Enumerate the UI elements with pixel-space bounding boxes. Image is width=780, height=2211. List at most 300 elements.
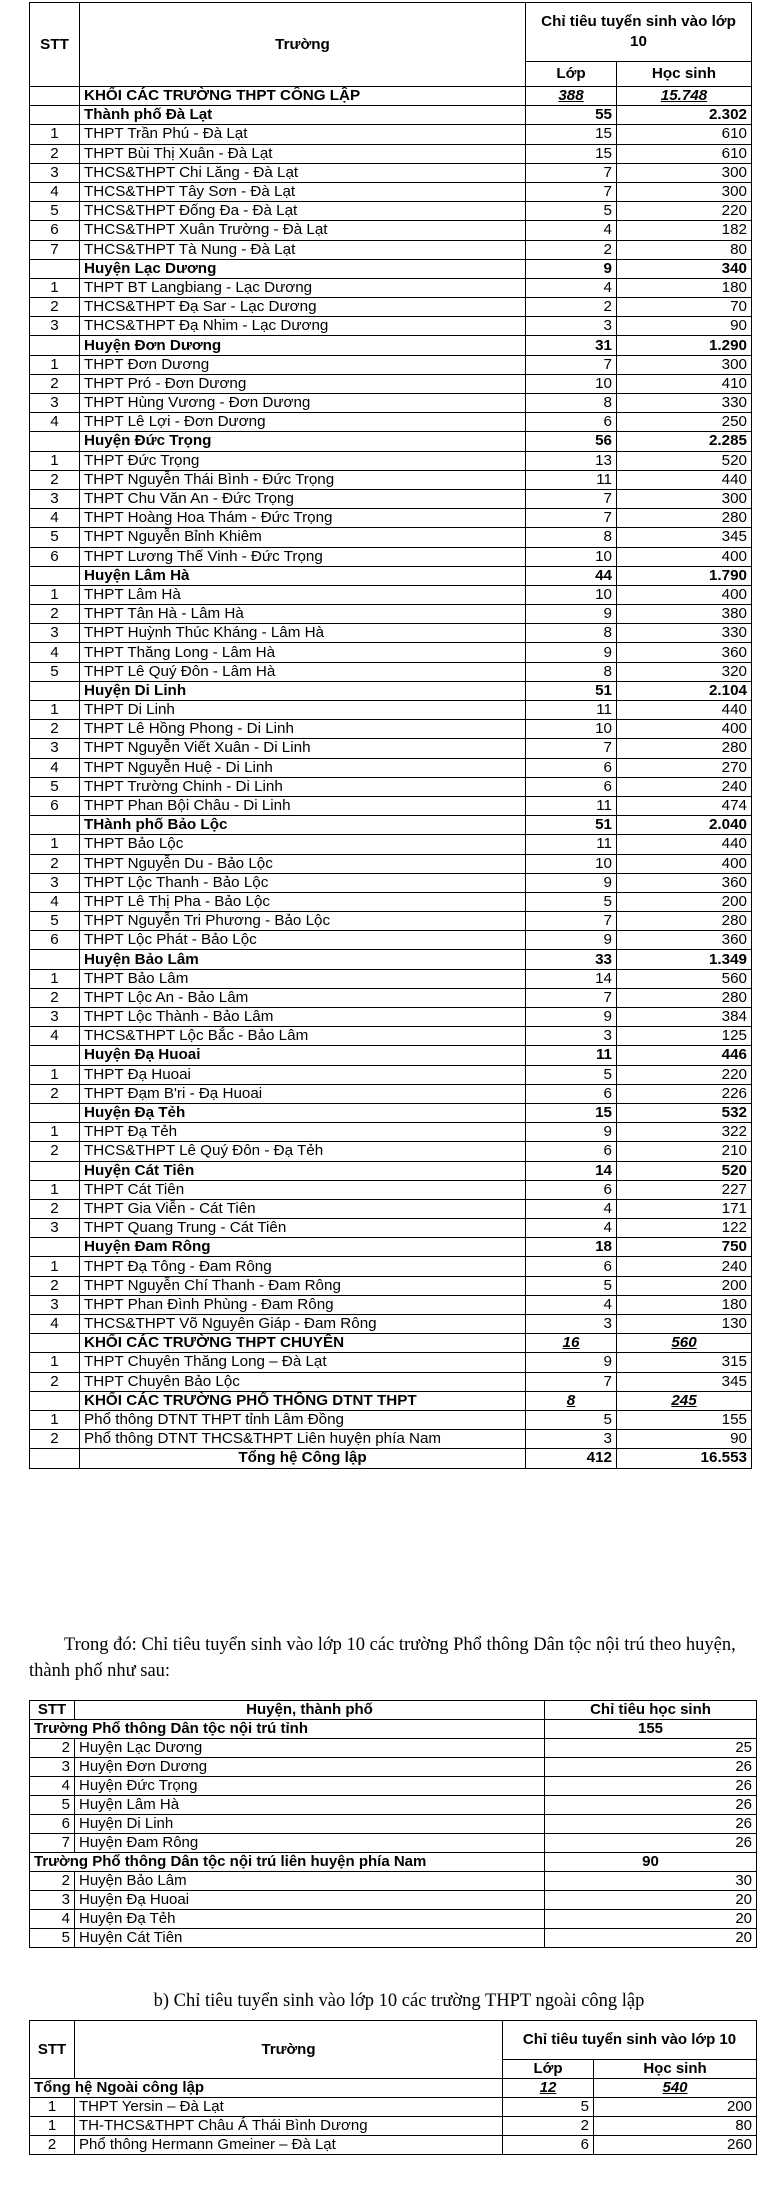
- cell-classes: 412: [526, 1449, 617, 1468]
- cell-stt: [30, 950, 80, 969]
- cell-stt: 6: [30, 221, 80, 240]
- group-row: [30, 259, 752, 278]
- group-row: [30, 816, 752, 835]
- paragraph-dtnt-note: Trong đó: Chỉ tiêu tuyển sinh vào lớp 10 các trường Phổ thông Dân tộc nội trú theo huyện, thành phố như sau:: [29, 1635, 736, 1681]
- cell-classes: 4: [526, 1199, 617, 1218]
- table-row: [30, 854, 752, 873]
- cell-stt: 2: [30, 374, 80, 393]
- table-row: [30, 1834, 757, 1853]
- cell-school-name: Tổng hệ Công lập: [80, 1449, 526, 1468]
- cell-school-name: THCS&THPT Tà Nung - Đà Lạt: [80, 240, 526, 259]
- table-row: [30, 931, 752, 950]
- cell-school-name: THPT Lê Lợi - Đơn Dương: [80, 413, 526, 432]
- cell-stt: 6: [30, 796, 80, 815]
- cell-school-name: THPT Lộc Thanh - Bảo Lộc: [80, 873, 526, 892]
- cell-quota: 26: [545, 1758, 757, 1777]
- table-row: [30, 892, 752, 911]
- table-row: [30, 1295, 752, 1314]
- table-row: [30, 1372, 752, 1391]
- cell-school-name: Phổ thông DTNT THCS&THPT Liên huyện phía Nam: [80, 1430, 526, 1449]
- cell-stt: 5: [30, 912, 80, 931]
- cell-classes: 11: [526, 796, 617, 815]
- cell-stt: 1: [30, 1065, 80, 1084]
- cell-stt: [30, 336, 80, 355]
- table-row: [30, 1219, 752, 1238]
- table-row: [30, 2117, 757, 2136]
- cell-classes: 5: [526, 202, 617, 221]
- cell-district: Huyện Lâm Hà: [75, 1796, 545, 1815]
- cell-classes: 7: [526, 912, 617, 931]
- table-row: [30, 1027, 752, 1046]
- cell-classes: 6: [526, 777, 617, 796]
- group-row: [30, 1161, 752, 1180]
- section-row: [30, 1334, 752, 1353]
- cell-school-name: THPT BT Langbiang - Lạc Dương: [80, 278, 526, 297]
- cell-school-name: Phổ thông DTNT THPT tỉnh Lâm Đồng: [80, 1410, 526, 1429]
- cell-school-name: THành phố Bảo Lộc: [80, 816, 526, 835]
- cell-classes: 51: [526, 681, 617, 700]
- cell-stt: 2: [30, 1276, 80, 1295]
- cell-classes: 7: [526, 489, 617, 508]
- cell-quota: 26: [545, 1815, 757, 1834]
- cell-students: 250: [617, 413, 752, 432]
- cell-classes: 7: [526, 739, 617, 758]
- cell-classes: 8: [526, 528, 617, 547]
- cell-stt: 2: [30, 1739, 75, 1758]
- cell-district: Huyện Đạ Tẻh: [75, 1910, 545, 1929]
- group-row: [30, 566, 752, 585]
- cell-stt: 7: [30, 1834, 75, 1853]
- cell-students: 400: [617, 547, 752, 566]
- cell-students: 300: [617, 489, 752, 508]
- cell-school-name: KHỐI CÁC TRƯỜNG THPT CHUYÊN: [80, 1334, 526, 1353]
- t3-header-stt: STT: [30, 2021, 75, 2079]
- t3-header-hocsinh: Học sinh: [594, 2059, 757, 2078]
- cell-school-name: THPT Nguyễn Tri Phương - Bảo Lộc: [80, 912, 526, 931]
- table1-body: [30, 87, 752, 1469]
- group-row: [30, 1238, 752, 1257]
- table-row: [30, 1315, 752, 1334]
- table-row: [30, 470, 752, 489]
- group-row: [30, 1720, 757, 1739]
- table-row: [30, 643, 752, 662]
- cell-school-name: THPT Đạ Huoai: [80, 1065, 526, 1084]
- table-row: [30, 1276, 752, 1295]
- group-row: [30, 106, 752, 125]
- cell-classes: 11: [526, 1046, 617, 1065]
- cell-school-name: THCS&THPT Lộc Bắc - Bảo Lâm: [80, 1027, 526, 1046]
- cell-school-name: Huyện Di Linh: [80, 681, 526, 700]
- t2-header-stt: STT: [30, 1701, 75, 1720]
- cell-school-name: THCS&THPT Đống Đa - Đà Lạt: [80, 202, 526, 221]
- cell-stt: 1: [30, 1180, 80, 1199]
- cell-classes: 8: [526, 624, 617, 643]
- cell-stt: 6: [30, 1815, 75, 1834]
- cell-quota: 20: [545, 1891, 757, 1910]
- cell-students: 1.290: [617, 336, 752, 355]
- cell-school-name: THPT Phan Bội Châu - Di Linh: [80, 796, 526, 815]
- cell-students: 315: [617, 1353, 752, 1372]
- cell-stt: 2: [30, 298, 80, 317]
- cell-stt: 2: [30, 1372, 80, 1391]
- cell-classes: 6: [526, 758, 617, 777]
- cell-school-name: THPT Tân Hà - Lâm Hà: [80, 605, 526, 624]
- table-row: [30, 1872, 757, 1891]
- cell-stt: 2: [30, 2136, 75, 2155]
- section-row: [30, 1391, 752, 1410]
- table-row: [30, 988, 752, 1007]
- cell-classes: 10: [526, 854, 617, 873]
- cell-students: 90: [617, 317, 752, 336]
- cell-school-name: THPT Bùi Thị Xuân - Đà Lạt: [80, 144, 526, 163]
- t3-header-lop: Lớp: [503, 2059, 594, 2078]
- cell-stt: [30, 1103, 80, 1122]
- cell-stt: 2: [30, 144, 80, 163]
- table-row: [30, 547, 752, 566]
- cell-students: 1.349: [617, 950, 752, 969]
- cell-stt: 4: [30, 758, 80, 777]
- cell-stt: [30, 1391, 80, 1410]
- cell-school-name: THPT Cát Tiên: [80, 1180, 526, 1199]
- cell-students: 280: [617, 988, 752, 1007]
- header-stt: STT: [30, 3, 80, 87]
- header-truong: Trường: [80, 3, 526, 87]
- cell-classes: 7: [526, 355, 617, 374]
- cell-school-name: THPT Lộc Thành - Bảo Lâm: [80, 1008, 526, 1027]
- cell-students: 125: [617, 1027, 752, 1046]
- cell-school-name: THPT Nguyễn Chí Thanh - Đam Rông: [80, 1276, 526, 1295]
- cell-school-name: THCS&THPT Đạ Sar - Lạc Dương: [80, 298, 526, 317]
- cell-students: 560: [617, 969, 752, 988]
- cell-students: 200: [594, 2098, 757, 2117]
- table-row: [30, 1815, 757, 1834]
- cell-classes: 2: [526, 298, 617, 317]
- table-row: [30, 796, 752, 815]
- cell-classes: 4: [526, 278, 617, 297]
- cell-stt: 2: [30, 470, 80, 489]
- cell-students: 220: [617, 202, 752, 221]
- cell-stt: 6: [30, 547, 80, 566]
- cell-stt: 2: [30, 1430, 80, 1449]
- table-row: [30, 240, 752, 259]
- cell-stt: 2: [30, 1084, 80, 1103]
- cell-school-name: THPT Hoàng Hoa Thám - Đức Trọng: [80, 509, 526, 528]
- cell-school-name: THPT Bảo Lâm: [80, 969, 526, 988]
- cell-students: 227: [617, 1180, 752, 1199]
- cell-students: 240: [617, 777, 752, 796]
- cell-classes: 33: [526, 950, 617, 969]
- cell-classes: 5: [526, 892, 617, 911]
- cell-school-name: THPT Nguyễn Du - Bảo Lộc: [80, 854, 526, 873]
- cell-students: 270: [617, 758, 752, 777]
- cell-stt: 2: [30, 1872, 75, 1891]
- cell-students: 2.302: [617, 106, 752, 125]
- table-row: [30, 777, 752, 796]
- cell-students: 340: [617, 259, 752, 278]
- cell-school-name: THCS&THPT Đạ Nhim - Lạc Dương: [80, 317, 526, 336]
- table-row: [30, 163, 752, 182]
- cell-stt: [30, 566, 80, 585]
- table-row: [30, 528, 752, 547]
- table-row: [30, 182, 752, 201]
- cell-school-name: THPT Lương Thế Vinh - Đức Trọng: [80, 547, 526, 566]
- cell-students: 400: [617, 854, 752, 873]
- cell-classes: 15: [526, 1103, 617, 1122]
- cell-students: 345: [617, 1372, 752, 1391]
- table-row: [30, 1777, 757, 1796]
- cell-students: 474: [617, 796, 752, 815]
- cell-stt: 3: [30, 394, 80, 413]
- cell-stt: 2: [30, 605, 80, 624]
- cell-students: 80: [594, 2117, 757, 2136]
- cell-stt: 5: [30, 777, 80, 796]
- cell-stt: [30, 1334, 80, 1353]
- table-row: [30, 1758, 757, 1777]
- cell-classes: 6: [526, 1084, 617, 1103]
- cell-school-name: KHỐI CÁC TRƯỜNG PHỔ THÔNG DTNT THPT: [80, 1391, 526, 1410]
- cell-classes: 44: [526, 566, 617, 585]
- group-row: [30, 681, 752, 700]
- cell-students: 520: [617, 451, 752, 470]
- section-row: [30, 87, 752, 106]
- table-row: [30, 1929, 757, 1948]
- cell-classes: 15: [526, 125, 617, 144]
- table-row: [30, 1084, 752, 1103]
- table-row: [30, 509, 752, 528]
- table-row: [30, 278, 752, 297]
- cell-stt: 3: [30, 739, 80, 758]
- cell-stt: 3: [30, 1295, 80, 1314]
- cell-classes: 8: [526, 1391, 617, 1410]
- cell-stt: 1: [30, 701, 80, 720]
- cell-school-name: THPT Lê Thị Pha - Bảo Lộc: [80, 892, 526, 911]
- cell-stt: 6: [30, 931, 80, 950]
- table-row: [30, 317, 752, 336]
- table-row: [30, 1739, 757, 1758]
- table-row: [30, 394, 752, 413]
- header-lop: Lớp: [526, 62, 617, 87]
- cell-classes: 9: [526, 1008, 617, 1027]
- cell-students: 90: [617, 1430, 752, 1449]
- cell-students: 260: [594, 2136, 757, 2155]
- cell-school-name: THPT Lộc An - Bảo Lâm: [80, 988, 526, 1007]
- cell-classes: 2: [526, 240, 617, 259]
- cell-stt: 1: [30, 1410, 80, 1429]
- group-row: [30, 950, 752, 969]
- cell-school-name: Huyện Lạc Dương: [80, 259, 526, 278]
- cell-students: 16.553: [617, 1449, 752, 1468]
- cell-stt: 2: [30, 720, 80, 739]
- cell-school-name: Huyện Bảo Lâm: [80, 950, 526, 969]
- cell-classes: 7: [526, 1372, 617, 1391]
- cell-students: 171: [617, 1199, 752, 1218]
- group-row: [30, 336, 752, 355]
- cell-students: 15.748: [617, 87, 752, 106]
- cell-students: 520: [617, 1161, 752, 1180]
- table-row: [30, 221, 752, 240]
- cell-school-name: THPT Chuyên Thăng Long – Đà Lạt: [80, 1353, 526, 1372]
- section-row: [30, 2079, 757, 2098]
- t3-header-chitieu: Chỉ tiêu tuyển sinh vào lớp 10: [503, 2021, 757, 2060]
- table-row: [30, 1410, 752, 1429]
- cell-classes: 7: [526, 509, 617, 528]
- table-row: [30, 1257, 752, 1276]
- cell-students: 180: [617, 1295, 752, 1314]
- cell-students: 210: [617, 1142, 752, 1161]
- cell-stt: 4: [30, 413, 80, 432]
- cell-students: 440: [617, 470, 752, 489]
- cell-stt: 1: [30, 835, 80, 854]
- cell-stt: 3: [30, 1758, 75, 1777]
- admission-quota-table-private: [29, 2020, 757, 2155]
- cell-district: Trường Phổ thông Dân tộc nội trú tỉnh: [30, 1720, 545, 1739]
- table-row: [30, 413, 752, 432]
- cell-stt: 1: [30, 355, 80, 374]
- cell-students: 400: [617, 720, 752, 739]
- cell-school-name: Huyện Đam Rông: [80, 1238, 526, 1257]
- cell-school-name: KHỐI CÁC TRƯỜNG THPT CÔNG LẬP: [80, 87, 526, 106]
- cell-quota: 155: [545, 1720, 757, 1739]
- cell-classes: 9: [526, 873, 617, 892]
- cell-students: 182: [617, 221, 752, 240]
- cell-stt: 4: [30, 509, 80, 528]
- header-hocsinh: Học sinh: [617, 62, 752, 87]
- cell-students: 400: [617, 585, 752, 604]
- cell-students: 440: [617, 835, 752, 854]
- cell-district: Huyện Đạ Huoai: [75, 1891, 545, 1910]
- cell-stt: 4: [30, 182, 80, 201]
- cell-school-name: THPT Thăng Long - Lâm Hà: [80, 643, 526, 662]
- cell-district: Huyện Đơn Dương: [75, 1758, 545, 1777]
- cell-classes: 6: [526, 1142, 617, 1161]
- cell-stt: 5: [30, 1796, 75, 1815]
- cell-students: 80: [617, 240, 752, 259]
- cell-students: 300: [617, 163, 752, 182]
- cell-classes: 11: [526, 835, 617, 854]
- cell-classes: 4: [526, 221, 617, 240]
- cell-school-name: THPT Trần Phú - Đà Lạt: [80, 125, 526, 144]
- table-row: [30, 298, 752, 317]
- cell-district: Huyện Đam Rông: [75, 1834, 545, 1853]
- cell-stt: 3: [30, 489, 80, 508]
- cell-stt: 2: [30, 854, 80, 873]
- cell-classes: 388: [526, 87, 617, 106]
- cell-students: 2.040: [617, 816, 752, 835]
- cell-students: 122: [617, 1219, 752, 1238]
- cell-classes: 55: [526, 106, 617, 125]
- cell-students: 280: [617, 912, 752, 931]
- cell-students: 560: [617, 1334, 752, 1353]
- cell-stt: 3: [30, 317, 80, 336]
- total-row: [30, 1449, 752, 1468]
- cell-district: Trường Phổ thông Dân tộc nội trú liên huyện phía Nam: [30, 1853, 545, 1872]
- cell-students: 322: [617, 1123, 752, 1142]
- cell-school-name: THPT Nguyễn Huệ - Di Linh: [80, 758, 526, 777]
- cell-stt: [30, 1238, 80, 1257]
- table-row: [30, 912, 752, 931]
- cell-students: 200: [617, 892, 752, 911]
- cell-students: 610: [617, 125, 752, 144]
- cell-stt: [30, 1046, 80, 1065]
- cell-quota: 25: [545, 1739, 757, 1758]
- cell-classes: 3: [526, 1430, 617, 1449]
- cell-students: 240: [617, 1257, 752, 1276]
- cell-students: 360: [617, 873, 752, 892]
- cell-classes: 8: [526, 394, 617, 413]
- cell-students: 410: [617, 374, 752, 393]
- table3-body: [30, 2079, 757, 2155]
- cell-students: 245: [617, 1391, 752, 1410]
- cell-stt: 3: [30, 624, 80, 643]
- cell-students: 345: [617, 528, 752, 547]
- cell-classes: 10: [526, 585, 617, 604]
- cell-students: 300: [617, 182, 752, 201]
- cell-school-name: THPT Lộc Phát - Bảo Lộc: [80, 931, 526, 950]
- cell-classes: 14: [526, 969, 617, 988]
- cell-stt: 5: [30, 662, 80, 681]
- cell-district: Huyện Đức Trọng: [75, 1777, 545, 1796]
- cell-stt: 5: [30, 1929, 75, 1948]
- cell-classes: 13: [526, 451, 617, 470]
- cell-classes: 9: [526, 1123, 617, 1142]
- cell-students: 280: [617, 509, 752, 528]
- table-row: [30, 1008, 752, 1027]
- cell-stt: 3: [30, 873, 80, 892]
- cell-school-name: Huyện Cát Tiên: [80, 1161, 526, 1180]
- cell-students: 360: [617, 931, 752, 950]
- cell-classes: 5: [526, 1410, 617, 1429]
- cell-district: Huyện Di Linh: [75, 1815, 545, 1834]
- cell-school-name: THCS&THPT Chi Lăng - Đà Lạt: [80, 163, 526, 182]
- cell-students: 320: [617, 662, 752, 681]
- cell-school-name: THPT Yersin – Đà Lạt: [75, 2098, 503, 2117]
- cell-classes: 12: [503, 2079, 594, 2098]
- cell-classes: 51: [526, 816, 617, 835]
- cell-school-name: THPT Đạ Tẻh: [80, 1123, 526, 1142]
- t2-header-name: Huyện, thành phố: [75, 1701, 545, 1720]
- table2-body: [30, 1720, 757, 1948]
- cell-stt: [30, 87, 80, 106]
- cell-classes: 3: [526, 317, 617, 336]
- table-row: [30, 489, 752, 508]
- cell-quota: 26: [545, 1796, 757, 1815]
- table-row: [30, 758, 752, 777]
- cell-school-name: THPT Quang Trung - Cát Tiên: [80, 1219, 526, 1238]
- cell-classes: 9: [526, 643, 617, 662]
- cell-students: 180: [617, 278, 752, 297]
- cell-students: 70: [617, 298, 752, 317]
- cell-school-name: THPT Đạm B'ri - Đạ Huoai: [80, 1084, 526, 1103]
- cell-students: 446: [617, 1046, 752, 1065]
- table-row: [30, 701, 752, 720]
- table-row: [30, 144, 752, 163]
- cell-school-name: THPT Lâm Hà: [80, 585, 526, 604]
- cell-classes: 31: [526, 336, 617, 355]
- cell-stt: 2: [30, 1142, 80, 1161]
- table-row: [30, 2136, 757, 2155]
- cell-stt: 1: [30, 2117, 75, 2136]
- table-row: [30, 835, 752, 854]
- cell-classes: 3: [526, 1027, 617, 1046]
- table-row: [30, 1180, 752, 1199]
- cell-school-name: THCS&THPT Xuân Trường - Đà Lạt: [80, 221, 526, 240]
- cell-classes: 56: [526, 432, 617, 451]
- paragraph-private-heading: b) Chỉ tiêu tuyển sinh vào lớp 10 các trường THPT ngoài công lập: [153, 1991, 645, 2011]
- cell-stt: 1: [30, 125, 80, 144]
- table-row: [30, 202, 752, 221]
- cell-school-name: Huyện Lâm Hà: [80, 566, 526, 585]
- cell-stt: 2: [30, 1199, 80, 1218]
